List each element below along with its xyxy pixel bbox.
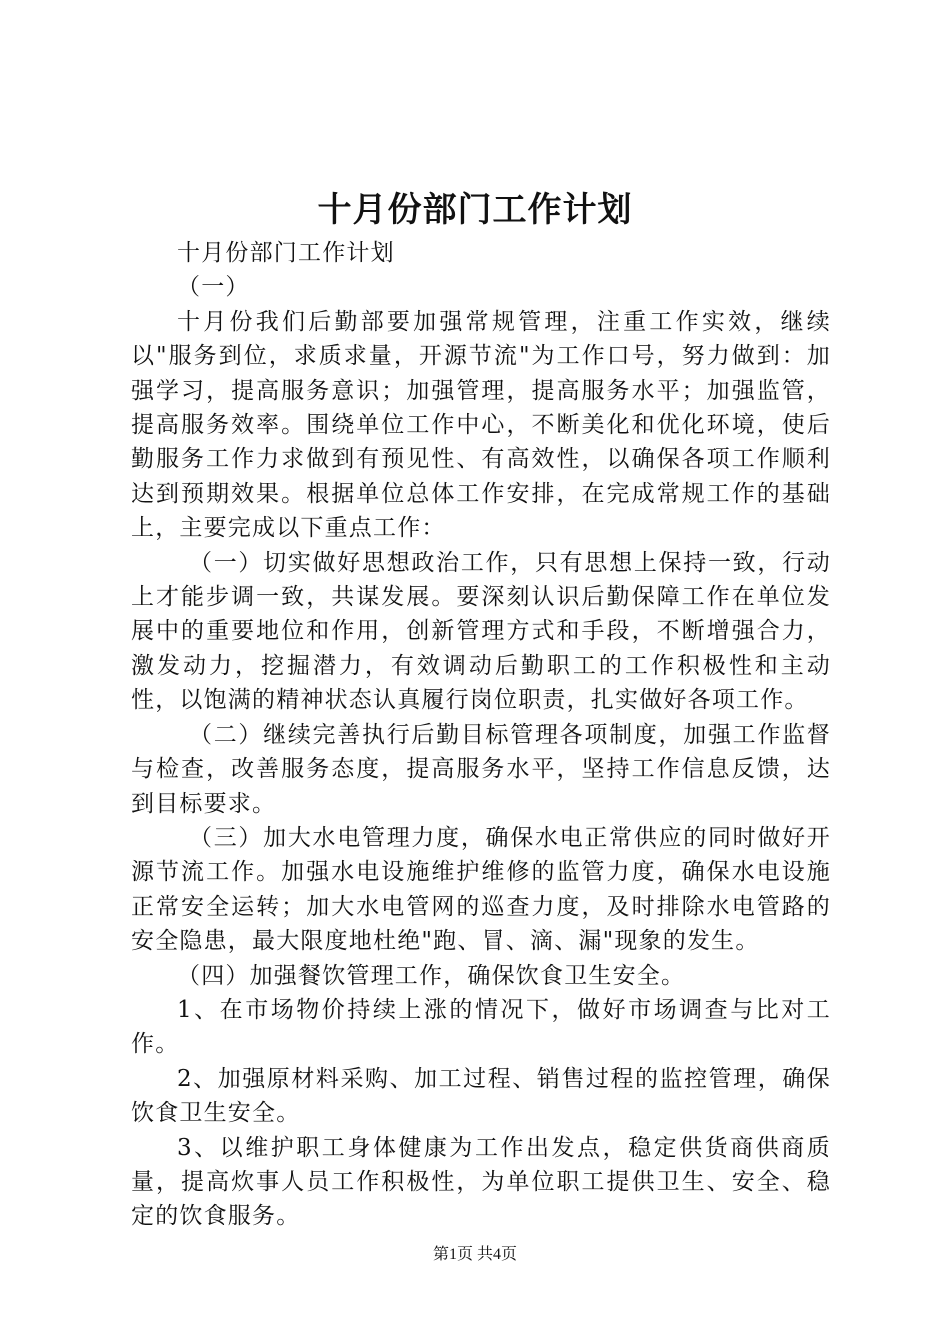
body-paragraph: （四）加强餐饮管理工作，确保饮食卫生安全。: [177, 962, 686, 989]
body-paragraph: 十月份部门工作计划: [177, 240, 395, 266]
page-number-footer: 第1页 共4页: [432, 1246, 517, 1263]
document-body: [131, 236, 831, 1234]
body-paragraph: 十月份我们后勤部要加强常规管理，注重工作实效，继续以"服务到位，求质求量，开源节流"为工作口号，努力做到：加强学习，提高服务意识；加强管理，提高服务水平；加强监管，提高服务效率。围绕单位工作中心，不断美化和优化环境，使后勤服务工作力求做到有预见性、有高效性，以确保各项工作顺利达到预期效果。根据单位总体工作安排，在完成常规工作的基础上，主要完成以下重点工作：: [131, 308, 831, 542]
body-paragraph: 3、以维护职工身体健康为工作出发点，稳定供货商供商质量，提高炊事人员工作积极性，为单位职工提供卫生、安全、稳定的饮食服务。: [131, 1134, 831, 1230]
body-paragraph: （一）: [177, 274, 250, 301]
body-paragraph: （三）加大水电管理力度，确保水电正常供应的同时做好开源节流工作。加强水电设施维护维修的监管力度，确保水电设施正常安全运转；加大水电管网的巡查力度，及时排除水电管路的安全隐患，最大限度地杜绝"跑、冒、滴、漏"现象的发生。: [131, 824, 831, 955]
body-paragraph: 2、加强原材料采购、加工过程、销售过程的监控管理，确保饮食卫生安全。: [131, 1065, 831, 1127]
body-paragraph: （二）继续完善执行后勤目标管理各项制度，加强工作监督与检查，改善服务态度，提高服务水平，坚持工作信息反馈，达到目标要求。: [131, 721, 831, 817]
body-paragraph: （一）切实做好思想政治工作，只有思想上保持一致，行动上才能步调一致，共谋发展。要深刻认识后勤保障工作在单位发展中的重要地位和作用，创新管理方式和手段，不断增强合力，激发动力，挖掘潜力，有效调动后勤职工的工作积极性和主动性，以饱满的精神状态认真履行岗位职责，扎实做好各项工作。: [131, 549, 831, 714]
body-paragraph: 1、在市场物价持续上涨的情况下，做好市场调查与比对工作。: [131, 996, 831, 1058]
document-title: 十月份部门工作计划: [317, 190, 633, 230]
